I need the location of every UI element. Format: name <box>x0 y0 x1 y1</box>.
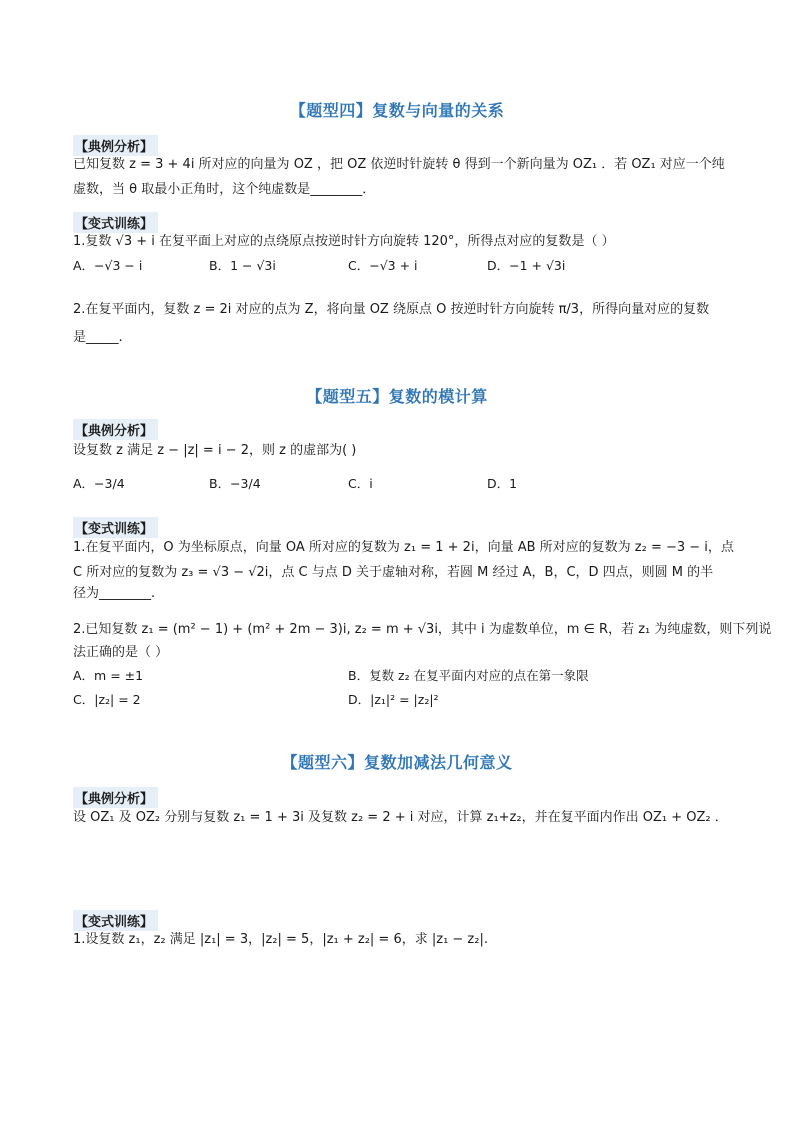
example-tag-5: 【典例分析】 <box>73 419 158 440</box>
practice-tag-6: 【变式训练】 <box>73 910 158 931</box>
q2-option-d-5: D．|z₁|² = |z₂|² <box>348 692 439 707</box>
q1-line-5-1: 1.在复平面内，O 为坐标原点，向量 OA 所对应的复数为 z₁ = 1 + 2i，向量 AB 所对应的复数为 z₂ = −3 − i，点 <box>73 540 734 555</box>
q1-line-5-2: C 所对应的复数为 z₃ = √3 − √2i，点 C 与点 D 关于虚轴对称，若圆 M 经过 A，B，C，D 四点，则圆 M 的半 <box>73 565 714 580</box>
q2-line-5-2: 法正确的是（ ） <box>73 645 169 660</box>
section-title-5: 【题型五】复数的模计算 <box>306 387 488 406</box>
practice-tag-5: 【变式训练】 <box>73 517 158 538</box>
example-option-a-5: A．−3/4 <box>73 476 125 491</box>
example-tag-4: 【典例分析】 <box>73 135 158 156</box>
example-line-5-1: 设复数 z 满足 z − |z| = i − 2，则 z 的虚部为( ) <box>73 443 357 458</box>
q1-option-a-4: A．−√3 − i <box>73 258 143 273</box>
q2-line-5-1: 2.已知复数 z₁ = (m² − 1) + (m² + 2m − 3)i, z₂ = m + √3i，其中 i 为虚数单位，m ∈ R，若 z₁ 为纯虚数，则下列说 <box>73 622 772 637</box>
q2-option-a-5: A．m = ±1 <box>73 668 144 683</box>
example-line-6-1: 设 OZ₁ 及 OZ₂ 分别与复数 z₁ = 1 + 3i 及复数 z₂ = 2 + i 对应，计算 z₁+z₂，并在复平面内作出 OZ₁ + OZ₂ ． <box>73 810 728 825</box>
example-option-b-5: B．−3/4 <box>209 476 261 491</box>
q1-option-c-4: C．−√3 + i <box>348 258 418 273</box>
example-tag-6: 【典例分析】 <box>73 787 158 808</box>
q1-line-6: 1.设复数 z₁，z₂ 满足 |z₁| = 3，|z₂| = 5，|z₁ + z₂| = 6，求 |z₁ − z₂|. <box>73 932 488 947</box>
q2-line-4-1: 2.在复平面内，复数 z = 2i 对应的点为 Z，将向量 OZ 绕原点 O 按逆时针方向旋转 π/3，所得向量对应的复数 <box>73 302 710 317</box>
q2-option-c-5: C．|z₂| = 2 <box>73 692 141 707</box>
q1-line-5-3: 径为________. <box>73 586 156 601</box>
practice-tag-4: 【变式训练】 <box>73 212 158 233</box>
example-line-4-1: 已知复数 z = 3 + 4i 所对应的向量为 OZ ，把 OZ 依逆时针旋转 θ 得到一个新向量为 OZ₁ ．若 OZ₁ 对应一个纯 <box>73 157 725 172</box>
q2-option-b-5: B．复数 z₂ 在复平面内对应的点在第一象限 <box>348 668 589 683</box>
example-option-c-5: C．i <box>348 476 373 491</box>
example-line-4-2: 虚数，当 θ 取最小正角时，这个纯虚数是________． <box>73 182 376 197</box>
q1-option-d-4: D．−1 + √3i <box>487 258 566 273</box>
q1-line-4: 1.复数 √3 + i 在复平面上对应的点绕原点按逆时针方向旋转 120°，所得点对应的复数是（ ） <box>73 234 615 249</box>
q1-option-b-4: B．1 − √3i <box>209 258 276 273</box>
section-title-6: 【题型六】复数加减法几何意义 <box>281 753 513 772</box>
example-option-d-5: D．1 <box>487 476 518 491</box>
section-title-4: 【题型四】复数与向量的关系 <box>289 101 505 120</box>
q2-line-4-2: 是_____. <box>73 330 123 345</box>
